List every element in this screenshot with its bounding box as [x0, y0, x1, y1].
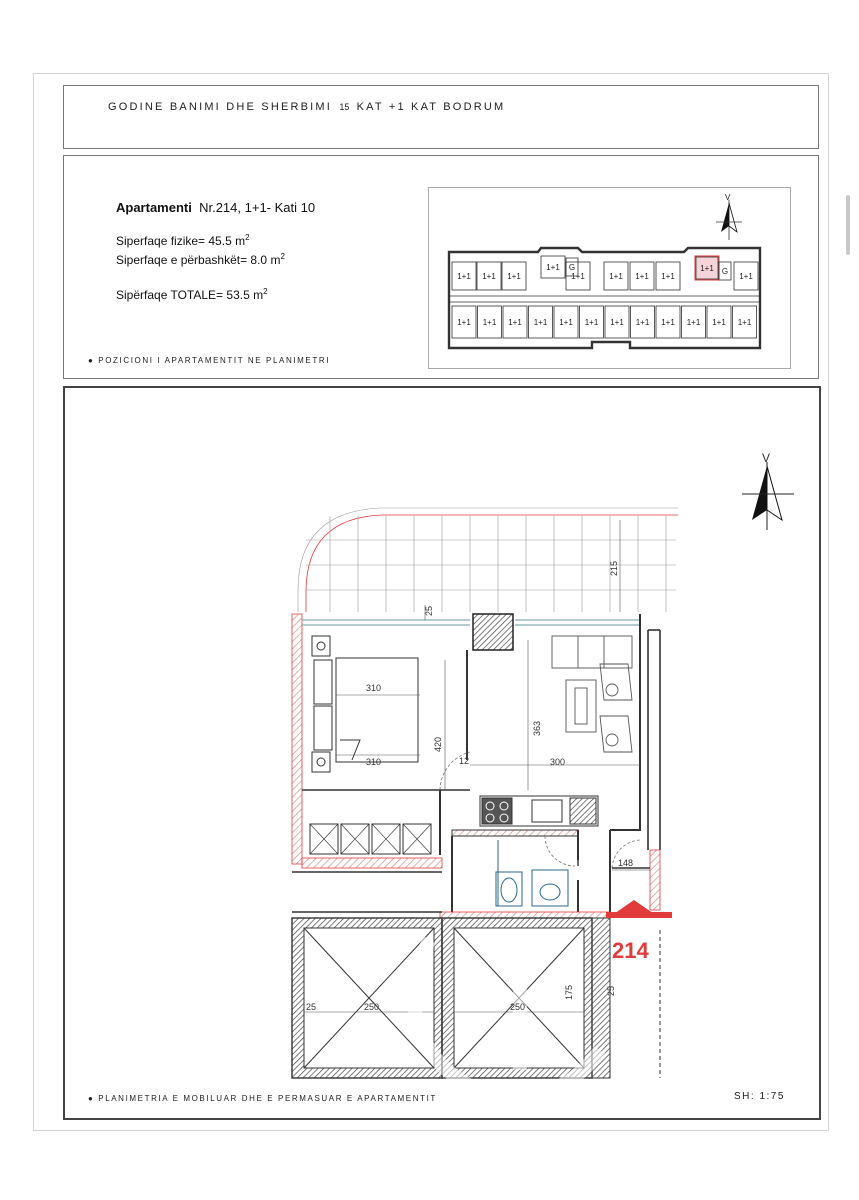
area-total: Sipërfaqe TOTALE= 53.5 $m^2$ — [116, 287, 268, 302]
keyplan-unit-bottom-2-label: 1+1 — [508, 318, 522, 327]
keyplan-unit-top-1-label: 1+1 — [482, 272, 496, 281]
dim-363: 363 — [532, 720, 542, 736]
area-shared: Siperfaqe e përbashkët= 8.0 $m^2$ — [116, 252, 285, 267]
area-physical: Siperfaqe fizike= 45.5 $m^2$ — [116, 233, 250, 248]
sofa-icon — [552, 636, 632, 752]
keyplan-unit-top-3-label: 1+1 — [571, 272, 585, 281]
plan-north-icon — [742, 462, 794, 530]
dim-25-right: 25 — [606, 985, 616, 996]
keyplan-unit-bottom-9-label: 1+1 — [686, 318, 701, 327]
keyplan-unit-bottom-8-label: 1+1 — [661, 318, 675, 327]
keyplan-unit-bottom-0-label: 1+1 — [457, 318, 471, 327]
keyplan-unit-bottom-11-label: 1+1 — [737, 318, 752, 327]
project-title: GODINE BANIMI DHE SHERBIMI 15 KAT +1 KAT BODRUM — [108, 101, 506, 113]
keyplan-unit-top-0-label: 1+1 — [457, 272, 471, 281]
keyplan-unit-bottom-3-label: 1+1 — [533, 318, 548, 327]
keyplan-unit-bottom-1-label: 1+1 — [482, 318, 497, 327]
keyplan-unit-bottom-7-label: 1+1 — [635, 318, 650, 327]
keyplan-unit-top-core-label: 1+1 — [546, 263, 560, 272]
dim-310-bottom: 310 — [366, 757, 382, 767]
dim-420: 420 — [433, 736, 443, 752]
plan-scale: SH: 1:75 — [734, 1091, 785, 1102]
dim-25-top: 25 — [424, 605, 434, 616]
keyplan-stair-right-label: G — [721, 267, 729, 276]
keyplan-unit-top-5-label: 1+1 — [635, 272, 649, 281]
keyplan-unit-top-2-label: 1+1 — [507, 272, 521, 281]
position-caption: ● POZICIONI I APARTAMENTIT NE PLANIMETRI — [88, 356, 331, 365]
dim-175: 175 — [564, 984, 574, 1000]
dim-250-left: 250 — [364, 1002, 380, 1012]
kitchen-icon — [480, 796, 598, 826]
wardrobe-icon — [310, 824, 431, 854]
keyplan-unit-bottom-4-label: 1+1 — [559, 318, 573, 327]
dim-12: 12 — [459, 756, 470, 766]
dim-215: 215 — [609, 560, 619, 576]
dim-148: 148 — [618, 858, 634, 868]
plan-caption: ● PLANIMETRIA E MOBILUAR DHE E PERMASUAR E APARTAMENTIT — [88, 1094, 437, 1103]
keyplan-unit-bottom-6-label: 1+1 — [610, 318, 624, 327]
apartment-title: Apartamenti Nr.214, 1+1- Kati 10 — [116, 200, 316, 215]
keyplan-unit-bottom-10-label: 1+1 — [712, 318, 726, 327]
apartment-number: 214 — [612, 938, 649, 963]
keyplan-unit-bottom-5-label: 1+1 — [584, 318, 599, 327]
dim-310-top: 310 — [366, 683, 382, 693]
keyplan-unit-top-end-label: 1+1 — [739, 272, 753, 281]
keyplan-unit-active-label: 1+1 — [700, 264, 714, 273]
keyplan-unit-top-6-label: 1+1 — [661, 272, 675, 281]
dim-25-left: 25 — [306, 1002, 317, 1012]
plan-north-label: V — [762, 451, 771, 465]
keyplan-north-label: V — [725, 193, 731, 202]
dim-250-right: 250 — [510, 1002, 526, 1012]
bed-icon — [312, 636, 418, 772]
dim-300: 300 — [550, 757, 566, 767]
bathroom-fixtures-icon — [496, 840, 568, 906]
keyplan-unit-top-4-label: 1+1 — [609, 272, 623, 281]
keyplan-stair-left-label: G — [568, 263, 576, 272]
